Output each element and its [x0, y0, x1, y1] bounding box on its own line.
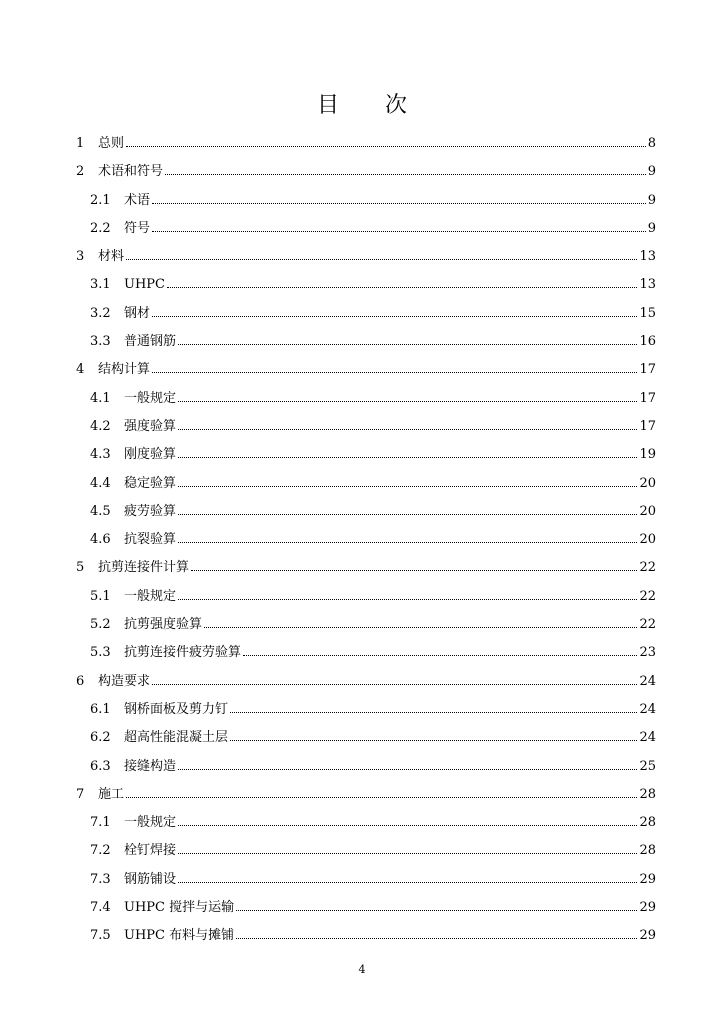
- toc-entry[interactable]: [76, 531, 656, 559]
- toc-entry-label: 超高性能混凝土层: [124, 730, 229, 746]
- toc-dot-leader: [178, 343, 637, 345]
- toc-dot-leader: [243, 654, 637, 656]
- page-title: 目次: [316, 93, 453, 118]
- toc-entry-number: 6.3: [90, 758, 111, 774]
- toc-entry-page: 22: [639, 617, 656, 633]
- toc-dot-leader: [178, 456, 637, 458]
- toc-entry-page: 29: [639, 928, 656, 944]
- toc-entry[interactable]: [76, 418, 656, 446]
- toc-dot-leader: [152, 683, 637, 685]
- toc-entry-page: 28: [639, 815, 656, 831]
- toc-entry[interactable]: [76, 814, 656, 842]
- toc-entry-page: 23: [639, 645, 656, 661]
- toc-dot-leader: [178, 400, 637, 402]
- toc-entry-number: 7.2: [90, 843, 111, 859]
- toc-dot-leader: [230, 711, 637, 713]
- toc-entry-number: 5: [76, 560, 85, 576]
- toc-dot-leader: [165, 173, 646, 175]
- toc-entry-label: 抗裂验算: [124, 532, 177, 548]
- toc-entry-number: 5.1: [90, 588, 111, 604]
- toc-entry-number: 6: [76, 673, 85, 689]
- toc-entry-label: 符号: [124, 220, 151, 236]
- toc-entry[interactable]: [76, 503, 656, 531]
- toc-entry-label: 抗剪连接件计算: [98, 560, 190, 576]
- toc-dot-leader: [178, 513, 637, 515]
- toc-dot-leader: [230, 739, 637, 741]
- toc-entry-label: 施工: [98, 786, 125, 802]
- toc-entry[interactable]: [76, 758, 656, 786]
- toc-entry-page: 20: [639, 503, 656, 519]
- toc-entry-page: 29: [639, 900, 656, 916]
- toc-entry-label: 钢桥面板及剪力钉: [124, 701, 229, 717]
- toc-dot-leader: [178, 541, 637, 543]
- toc-entry[interactable]: [76, 361, 656, 389]
- toc-dot-leader: [236, 909, 637, 911]
- toc-entry-label: UHPC: [124, 277, 165, 293]
- toc-dot-leader: [236, 937, 637, 939]
- toc-entry-number: 4.1: [90, 390, 111, 406]
- toc-entry-page: 20: [639, 475, 656, 491]
- toc-entry-number: 3.3: [90, 334, 111, 350]
- toc-entry-number: 3: [76, 249, 85, 265]
- toc-entry-page: 16: [639, 334, 656, 350]
- toc-entry-label: 栓钉焊接: [124, 843, 177, 859]
- toc-entry-number: 7: [76, 786, 85, 802]
- toc-dot-leader: [126, 145, 646, 147]
- toc-entry-label: UHPC 搅拌与运输: [124, 900, 235, 916]
- toc-entry-number: 7.3: [90, 871, 111, 887]
- toc-entry-label: 构造要求: [98, 673, 151, 689]
- toc-entry[interactable]: [76, 673, 656, 701]
- toc-entry[interactable]: [76, 220, 656, 248]
- toc-entry-number: 4.5: [90, 503, 111, 519]
- toc-entry-number: 7.4: [90, 900, 111, 916]
- toc-dot-leader: [152, 315, 637, 317]
- toc-dot-leader: [204, 626, 637, 628]
- toc-entry-label: 材料: [98, 249, 125, 265]
- toc-entry-page: 9: [647, 192, 656, 208]
- toc-entry-number: 4.6: [90, 532, 111, 548]
- toc-entry-number: 3.2: [90, 305, 111, 321]
- toc-dot-leader: [167, 286, 637, 288]
- toc-entry-number: 4.2: [90, 418, 111, 434]
- toc-entry-page: 29: [639, 871, 656, 887]
- toc-entry-label: 疲劳验算: [124, 503, 177, 519]
- toc-entry-number: 5.3: [90, 645, 111, 661]
- toc-entry[interactable]: [76, 446, 656, 474]
- toc-entry-page: 13: [639, 249, 656, 265]
- toc-entry[interactable]: [76, 475, 656, 503]
- toc-entry-page: 17: [639, 418, 656, 434]
- toc-entry-label: 一般规定: [124, 588, 177, 604]
- toc-entry[interactable]: [76, 276, 656, 304]
- toc-entry-page: 8: [647, 136, 656, 151]
- toc-entry-page: 25: [639, 758, 656, 774]
- toc-dot-leader: [178, 485, 637, 487]
- toc-entry-label: 钢筋铺设: [124, 871, 177, 887]
- toc-dot-leader: [178, 768, 637, 770]
- toc-entry-number: 4.3: [90, 447, 111, 463]
- toc-entry-page: 20: [639, 532, 656, 548]
- toc-entry-number: 4: [76, 362, 85, 378]
- toc-dot-leader: [152, 371, 637, 373]
- toc-entry[interactable]: [76, 248, 656, 276]
- toc-entry-label: 刚度验算: [124, 447, 177, 463]
- toc-entry-number: 1: [76, 136, 85, 151]
- toc-entry-page: 22: [639, 560, 656, 576]
- toc-entry[interactable]: [76, 701, 656, 729]
- toc-dot-leader: [126, 258, 637, 260]
- toc-entry-page: 13: [639, 277, 656, 293]
- toc-entry-label: 强度验算: [124, 418, 177, 434]
- toc-entry-page: 28: [639, 786, 656, 802]
- toc-entry-label: UHPC 布料与摊铺: [124, 928, 235, 944]
- toc-entry-label: 一般规定: [124, 390, 177, 406]
- toc-entry-number: 7.1: [90, 815, 111, 831]
- toc-entry-label: 术语: [124, 192, 151, 208]
- toc-entry[interactable]: [76, 871, 656, 899]
- toc-dot-leader: [191, 569, 637, 571]
- toc-dot-leader: [126, 796, 637, 798]
- toc-dot-leader: [152, 230, 646, 232]
- toc-entry-page: 24: [639, 730, 656, 746]
- toc-entry[interactable]: [76, 644, 656, 672]
- toc-dot-leader: [178, 824, 637, 826]
- toc-entry-number: 4.4: [90, 475, 111, 491]
- toc-entry-label: 抗剪强度验算: [124, 617, 203, 633]
- toc-entry-label: 稳定验算: [124, 475, 177, 491]
- toc-entry-number: 2.1: [90, 192, 111, 208]
- toc-entry[interactable]: [76, 842, 656, 870]
- toc-entry[interactable]: [76, 559, 656, 587]
- toc-entry-label: 接缝构造: [124, 758, 177, 774]
- toc-entry[interactable]: [76, 729, 656, 757]
- toc-entry-label: 一般规定: [124, 815, 177, 831]
- toc-entry-page: 15: [639, 305, 656, 321]
- toc-dot-leader: [178, 852, 637, 854]
- toc-entry-page: 24: [639, 701, 656, 717]
- toc-entry-page: 24: [639, 673, 656, 689]
- toc-entry-number: 6.1: [90, 701, 111, 717]
- toc-entry-page: 22: [639, 588, 656, 604]
- toc-entry[interactable]: [76, 192, 656, 220]
- toc-entry-page: 19: [639, 447, 656, 463]
- toc-entry[interactable]: [76, 333, 656, 361]
- toc-entry-page: 9: [647, 220, 656, 236]
- toc-entry-label: 钢材: [124, 305, 151, 321]
- toc-dot-leader: [152, 202, 646, 204]
- page-number: 4: [358, 963, 366, 976]
- toc-entry-page: 9: [647, 164, 656, 180]
- toc-entry-number: 3.1: [90, 277, 111, 293]
- toc-entry-label: 结构计算: [98, 362, 151, 378]
- toc-entry-page: 17: [639, 362, 656, 378]
- toc-entry-number: 2.2: [90, 220, 111, 236]
- toc-entry-label: 抗剪连接件疲劳验算: [124, 645, 242, 661]
- toc-entry[interactable]: [76, 616, 656, 644]
- toc-entry-label: 术语和符号: [98, 164, 164, 180]
- toc-entry[interactable]: [76, 305, 656, 333]
- toc-entry-number: 6.2: [90, 730, 111, 746]
- toc-entry-number: 2: [76, 164, 85, 180]
- toc-entry[interactable]: [76, 135, 656, 163]
- toc-entry[interactable]: [76, 163, 656, 191]
- toc-entry[interactable]: [76, 899, 656, 927]
- toc-dot-leader: [178, 598, 637, 600]
- toc-entry-number: 5.2: [90, 617, 111, 633]
- toc-entry[interactable]: [76, 390, 656, 418]
- toc-dot-leader: [178, 428, 637, 430]
- toc-entry-page: 17: [639, 390, 656, 406]
- table-of-contents: [76, 135, 656, 956]
- toc-entry[interactable]: [76, 927, 656, 955]
- toc-entry[interactable]: [76, 786, 656, 814]
- toc-entry-label: 总则: [98, 136, 125, 151]
- toc-entry-number: 7.5: [90, 928, 111, 944]
- toc-entry-page: 28: [639, 843, 656, 859]
- toc-entry-label: 普通钢筋: [124, 334, 177, 350]
- toc-entry[interactable]: [76, 588, 656, 616]
- toc-dot-leader: [178, 881, 637, 883]
